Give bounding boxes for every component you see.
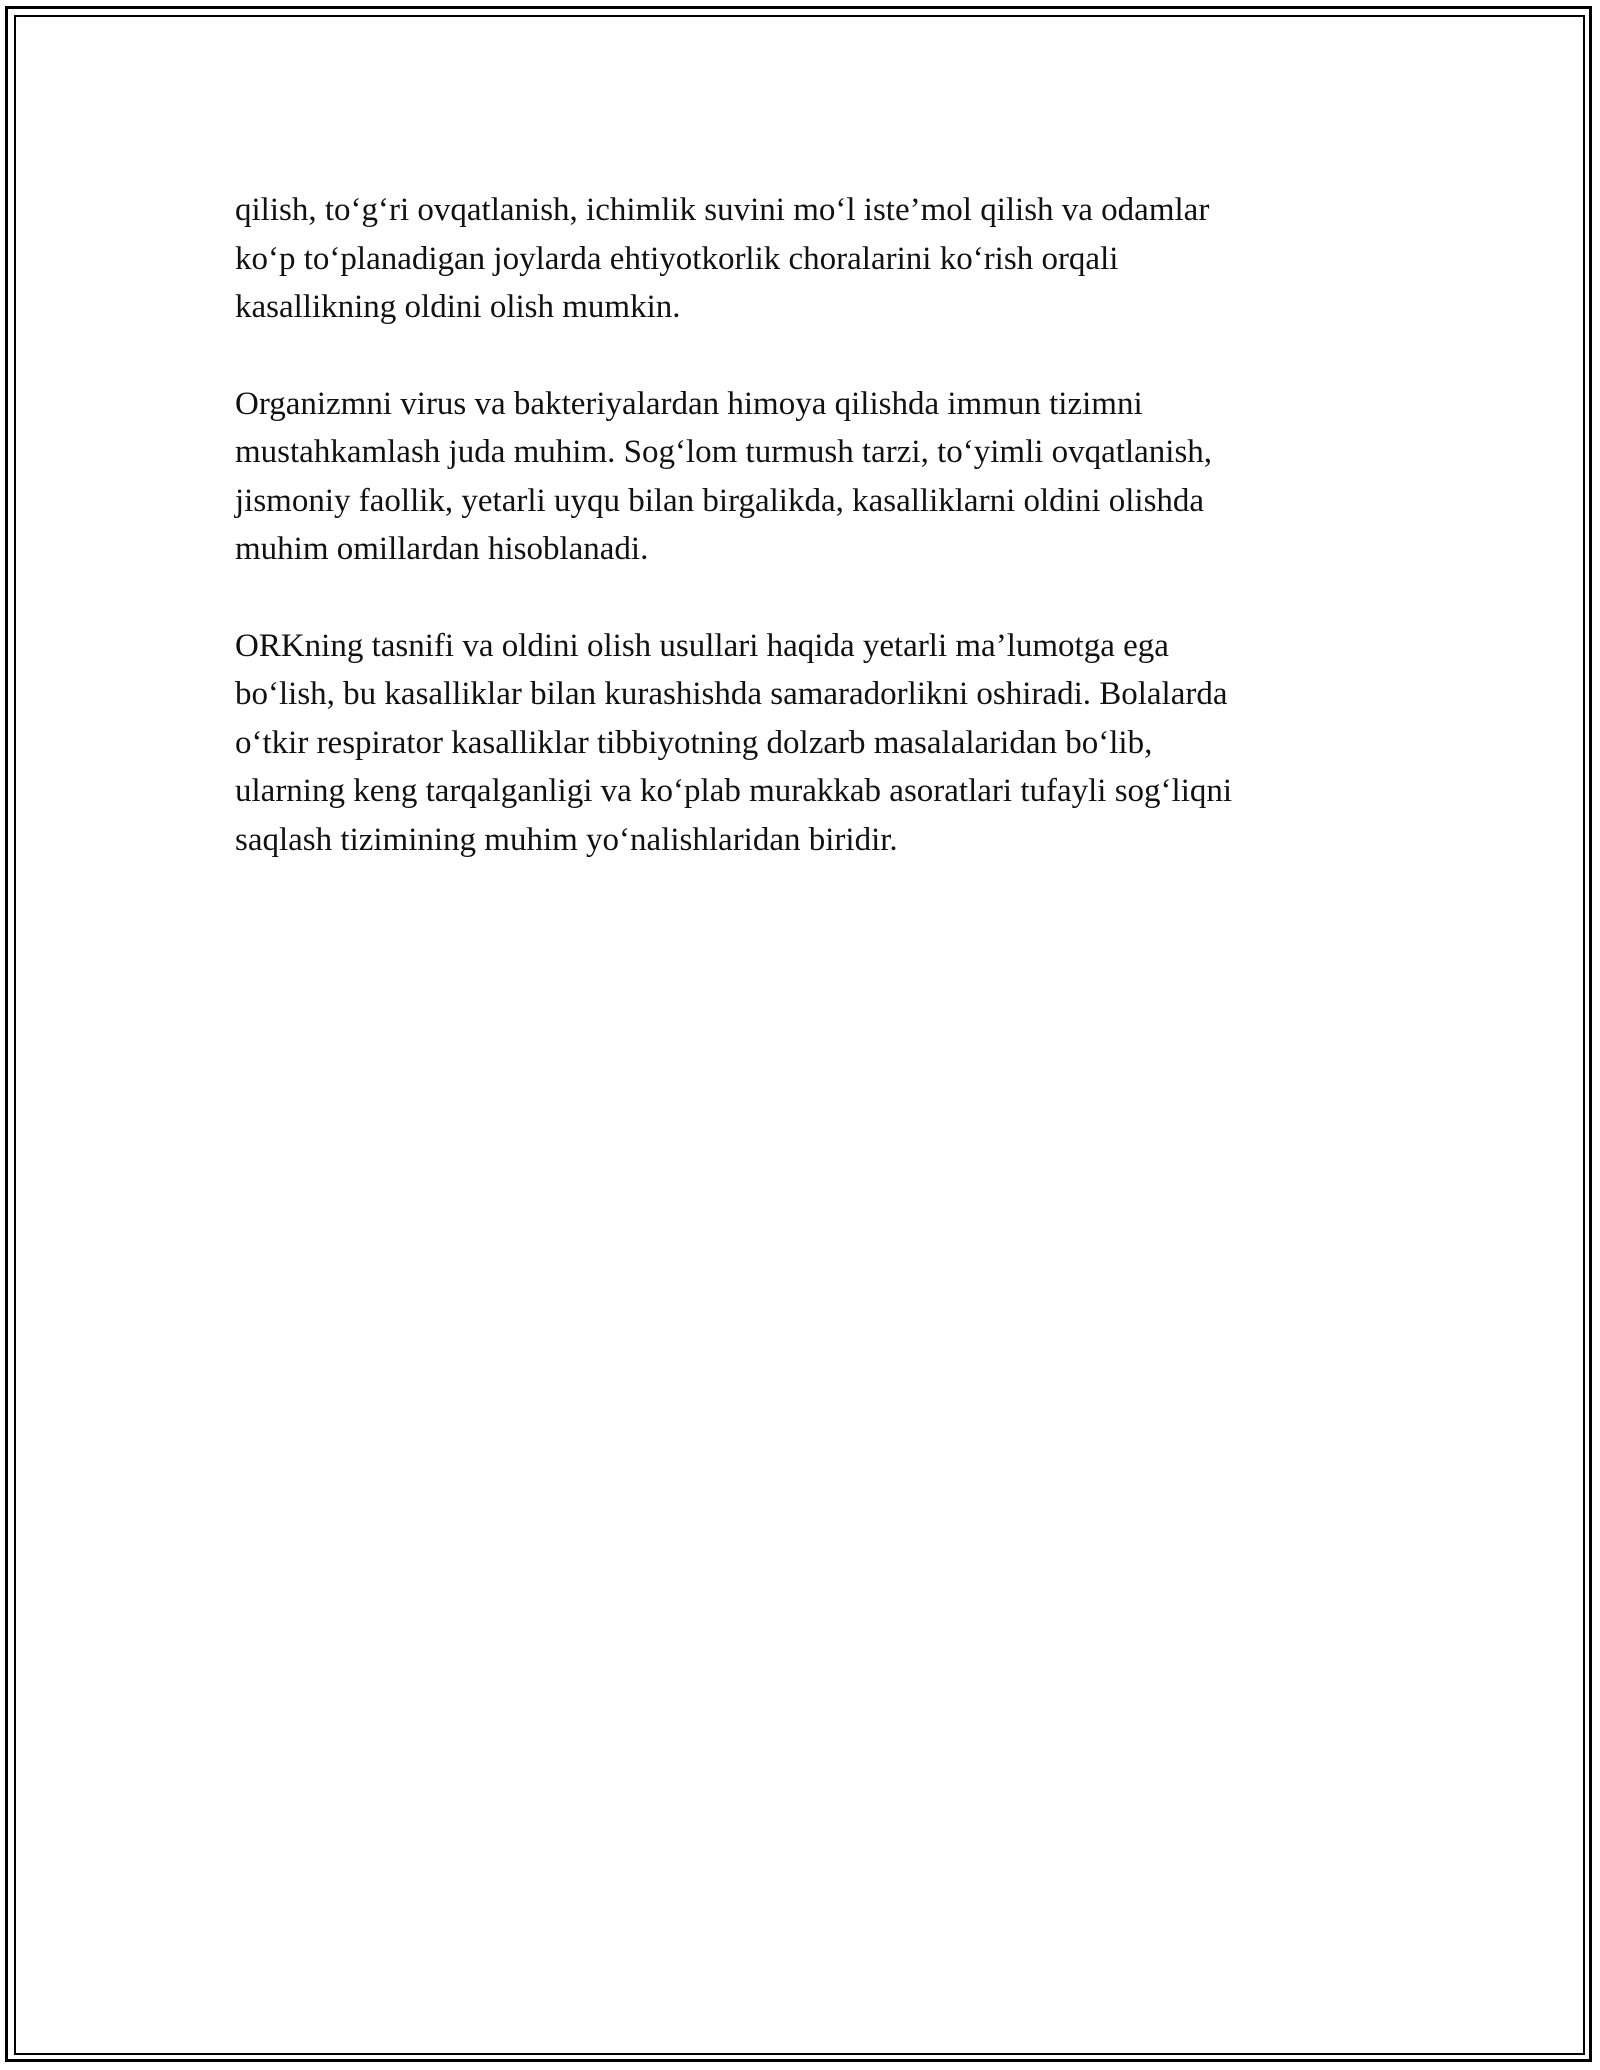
text-line: saqlash tizimining muhim yo‘nalishlaridan biridir. [235,821,898,858]
text-line: Organizmni virus va bakteriyalardan himoya qilishda immun tizimni [235,385,1143,422]
paragraph-conclusion [235,622,1375,865]
text-line: ko‘p to‘planadigan joylarda ehtiyotkorlik choralarini ko‘rish orqali [235,240,1119,277]
text-line: ularning keng tarqalganligi va ko‘plab murakkab asoratlari tufayli sog‘liqni [235,773,1233,809]
text-line: jismoniy faollik, yetarli uyqu bilan birgalikda, kasalliklarni oldini olishda [235,482,1205,519]
paragraph-immunity [235,380,1375,574]
text-line: qilish, to‘g‘ri ovqatlanish, ichimlik suvini mo‘l iste’mol qilish va odamlar [235,192,1210,228]
document-body [235,186,1375,912]
paragraph-prevention [235,186,1375,332]
text-line: ORKning tasnifi va oldini olish usullari haqida yetarli ma’lumotga ega [235,627,1169,664]
text-line: muhim omillardan hisoblanadi. [235,531,649,567]
text-line: mustahkamlash juda muhim. Sog‘lom turmush tarzi, to‘yimli ovqatlanish, [235,434,1213,470]
text-line: kasallikning oldini olish mumkin. [235,289,681,325]
text-line: bo‘lish, bu kasalliklar bilan kurashishda samaradorlikni oshiradi. Bolalarda [235,676,1228,712]
text-line: o‘tkir respirator kasalliklar tibbiyotning dolzarb masalalaridan bo‘lib, [235,724,1153,761]
